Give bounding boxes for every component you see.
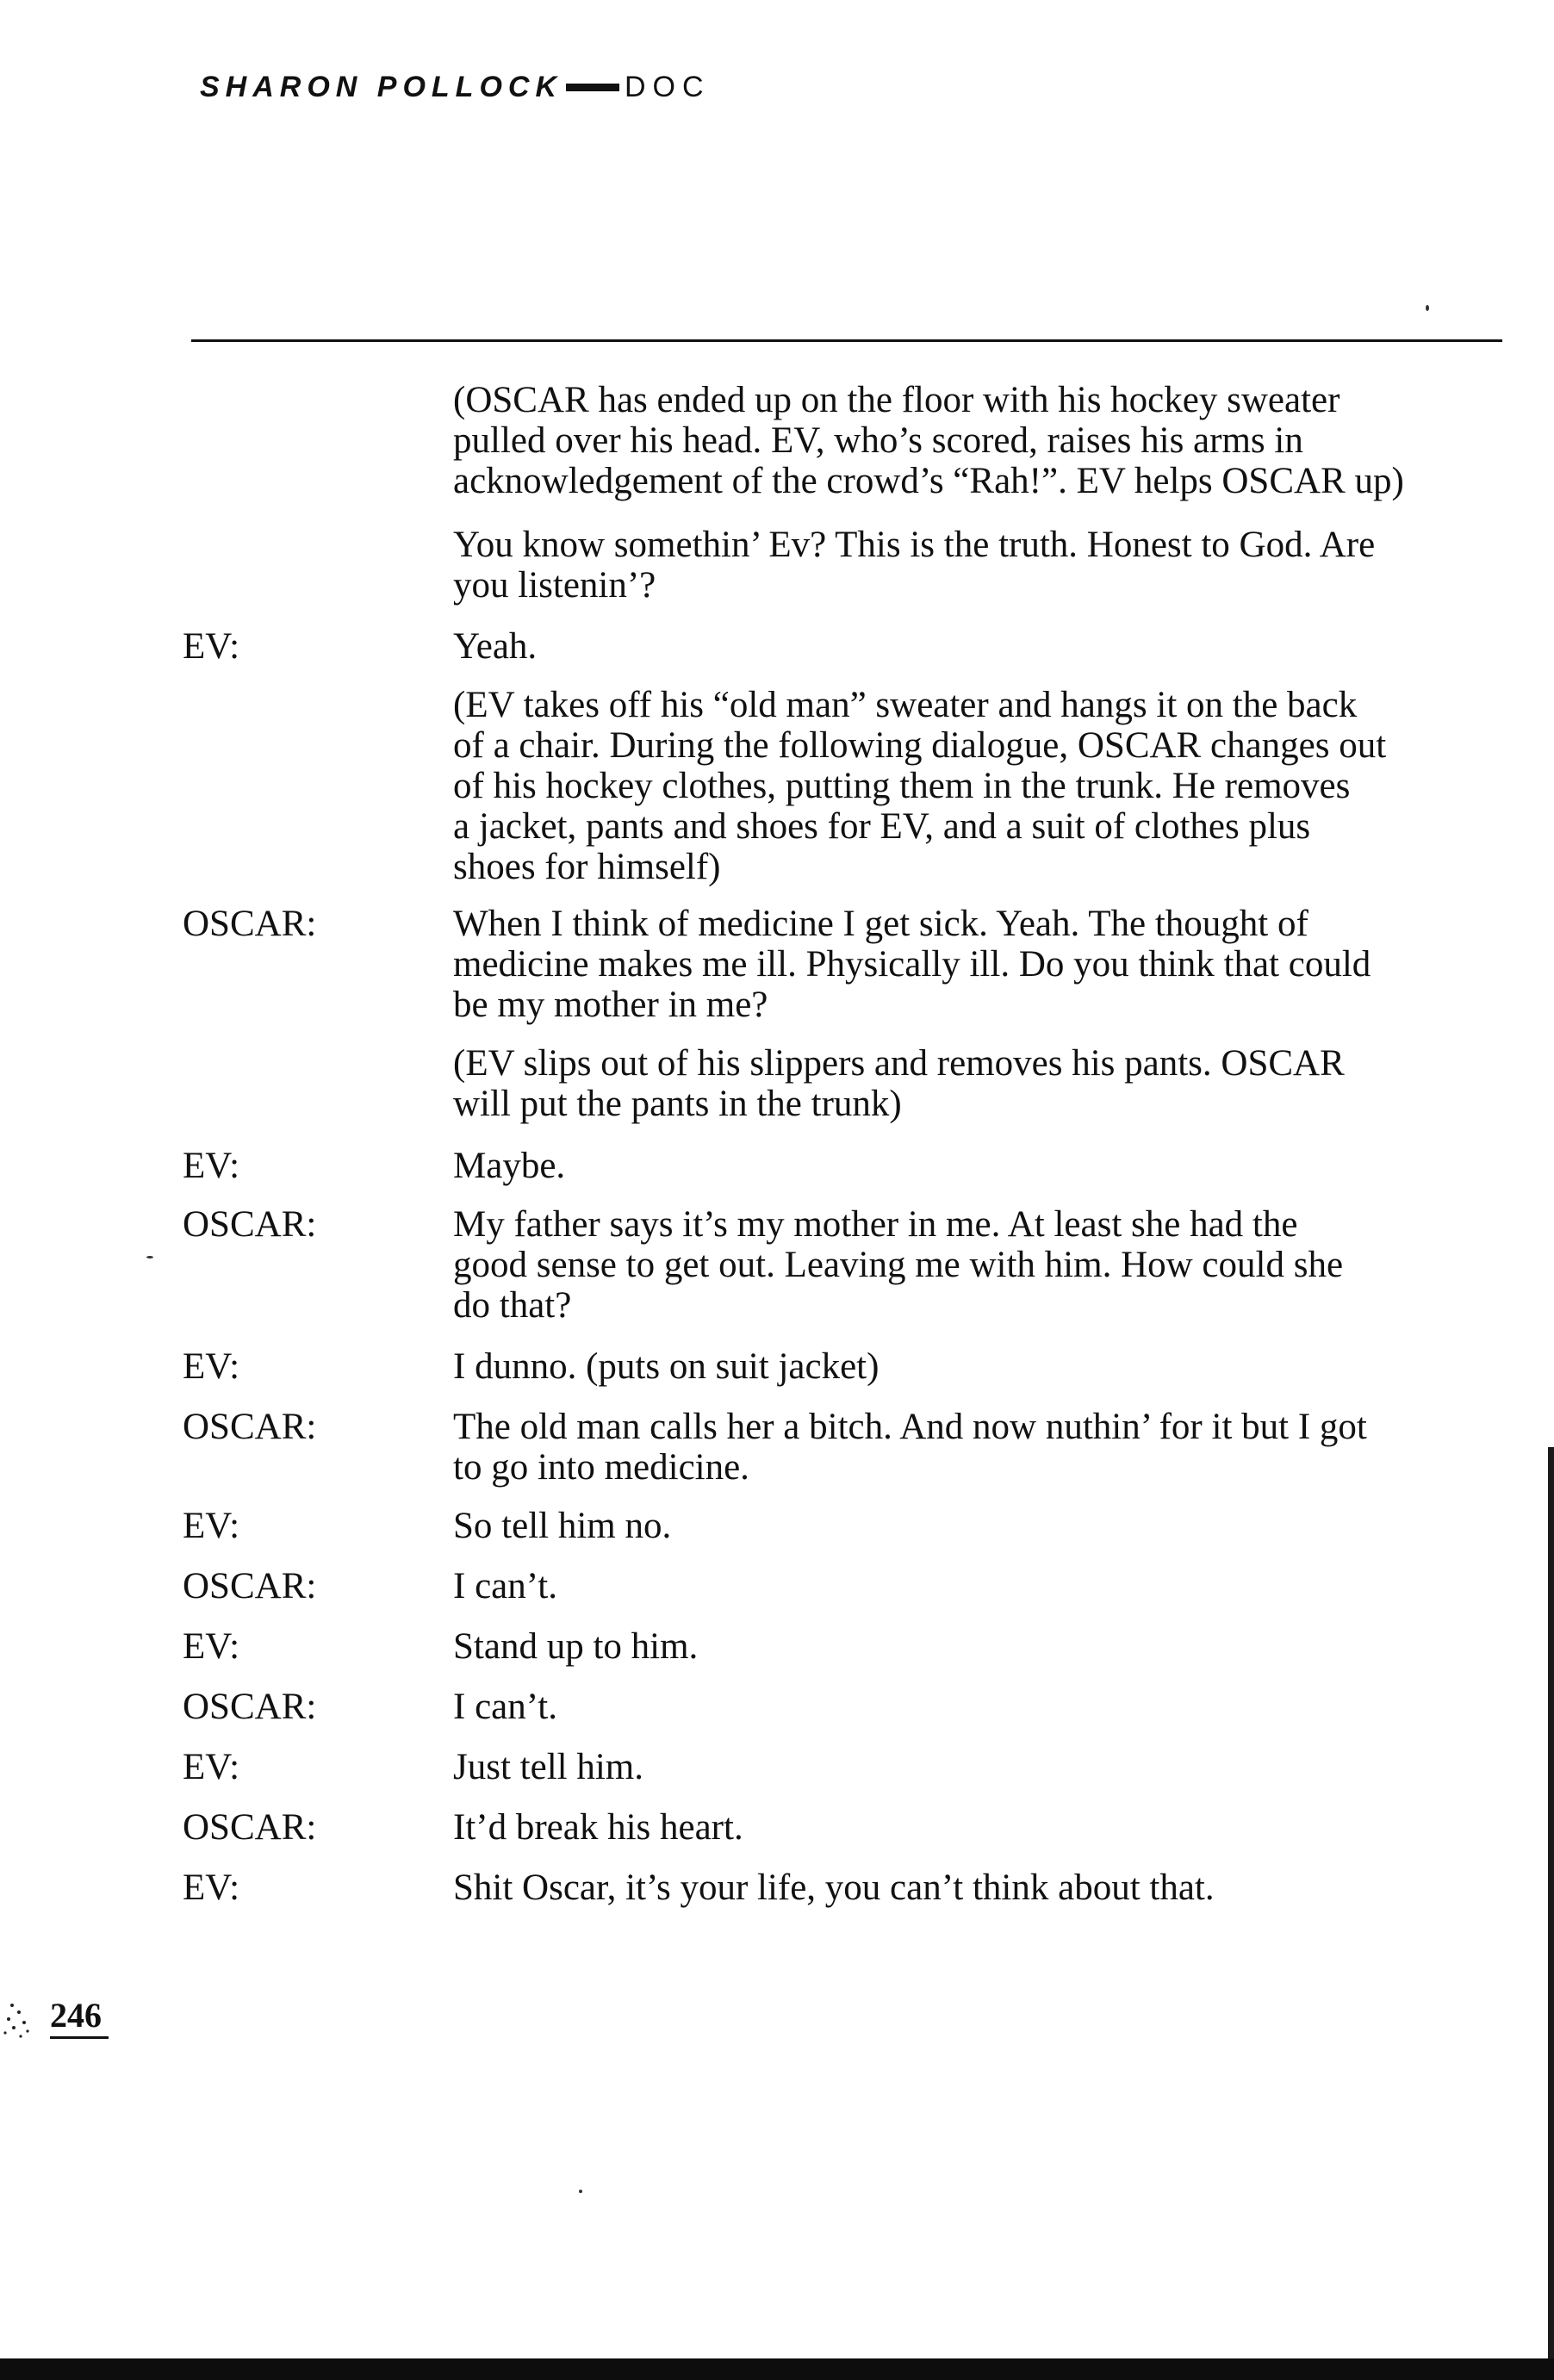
speaker-name: OSCAR: — [183, 1204, 317, 1245]
text-line: (OSCAR has ended up on the floor with his hockey sweater — [453, 380, 1340, 420]
page-ornament-icon — [2, 1997, 50, 2045]
dialogue-text — [453, 1626, 1513, 1667]
text-line: you listenin’? — [453, 565, 656, 606]
text-line: Maybe. — [453, 1146, 566, 1186]
dialogue-text — [453, 1204, 1513, 1326]
speaker-name: EV: — [183, 1626, 240, 1667]
speaker-name: OSCAR: — [183, 904, 317, 944]
dialogue-text — [453, 1747, 1513, 1787]
speaker-name: EV: — [183, 1146, 240, 1186]
dialogue-text — [453, 1687, 1513, 1727]
text-line: good sense to get out. Leaving me with him. How could she — [453, 1245, 1344, 1285]
text-line: acknowledgement of the crowd’s “Rah!”. EV helps OSCAR up) — [453, 461, 1404, 501]
margin-speck — [146, 1256, 153, 1258]
text-line: of his hockey clothes, putting them in the trunk. He removes — [453, 766, 1351, 806]
text-line: will put the pants in the trunk) — [453, 1084, 902, 1124]
text-line: The old man calls her a bitch. And now nuthin’ for it but I got — [453, 1407, 1367, 1447]
text-line: So tell him no. — [453, 1506, 672, 1546]
margin-speck — [579, 2190, 582, 2193]
text-line: When I think of medicine I get sick. Yeah. The thought of — [453, 904, 1308, 944]
dialogue-text — [453, 1407, 1513, 1488]
speaker-name: OSCAR: — [183, 1566, 317, 1606]
dialogue-text — [453, 1807, 1513, 1848]
text-line: shoes for himself) — [453, 847, 721, 887]
text-line: Stand up to him. — [453, 1626, 699, 1667]
text-line: of a chair. During the following dialogue, OSCAR changes out — [453, 725, 1387, 766]
page-number: 246 — [50, 1997, 109, 2039]
stage-direction-text — [453, 525, 1513, 606]
text-line: (EV takes off his “old man” sweater and hangs it on the back — [453, 685, 1358, 725]
speaker-name: EV: — [183, 1867, 240, 1908]
text-line: do that? — [453, 1285, 572, 1326]
text-line: I dunno. (puts on suit jacket) — [453, 1346, 880, 1387]
speaker-name: OSCAR: — [183, 1807, 317, 1848]
speaker-name: OSCAR: — [183, 1407, 317, 1447]
text-line: Just tell him. — [453, 1747, 643, 1787]
stage-direction-text — [453, 685, 1513, 887]
stage-direction-text — [453, 1043, 1513, 1124]
text-line: pulled over his head. EV, who’s scored, raises his arms in — [453, 420, 1303, 461]
text-line: (EV slips out of his slippers and removes his pants. OSCAR — [453, 1043, 1345, 1084]
speaker-name: OSCAR: — [183, 1687, 317, 1727]
running-head-title: DOC — [625, 71, 711, 103]
text-line: You know somethin’ Ev? This is the truth. Honest to God. Are — [453, 525, 1376, 565]
speaker-name: EV: — [183, 1747, 240, 1787]
text-line: medicine makes me ill. Physically ill. Do you think that could — [453, 944, 1371, 985]
scan-bottom-band — [0, 2358, 1554, 2380]
text-line: Yeah. — [453, 626, 538, 667]
dialogue-text — [453, 626, 1513, 667]
scan-edge — [1548, 1447, 1554, 2380]
dialogue-text — [453, 1867, 1513, 1908]
running-head-author: SHARON POLLOCK — [200, 71, 563, 103]
dialogue-text — [453, 1346, 1513, 1387]
dialogue-text — [453, 1506, 1513, 1546]
text-line: My father says it’s my mother in me. At least she had the — [453, 1204, 1298, 1245]
text-line: It’d break his heart. — [453, 1807, 743, 1848]
text-line: I can’t. — [453, 1687, 557, 1727]
text-line: be my mother in me? — [453, 985, 768, 1025]
text-line: to go into medicine. — [453, 1447, 749, 1488]
dialogue-text — [453, 904, 1513, 1025]
speaker-name: EV: — [183, 1346, 240, 1387]
speaker-name: EV: — [183, 626, 240, 667]
text-line: Shit Oscar, it’s your life, you can’t think about that. — [453, 1867, 1215, 1908]
stage-direction-text — [453, 380, 1513, 501]
dialogue-text — [453, 1566, 1513, 1606]
dialogue-text — [453, 1146, 1513, 1186]
text-line: a jacket, pants and shoes for EV, and a suit of clothes plus — [453, 806, 1311, 847]
speaker-name: EV: — [183, 1506, 240, 1546]
text-line: I can’t. — [453, 1566, 557, 1606]
margin-speck — [1426, 305, 1429, 311]
